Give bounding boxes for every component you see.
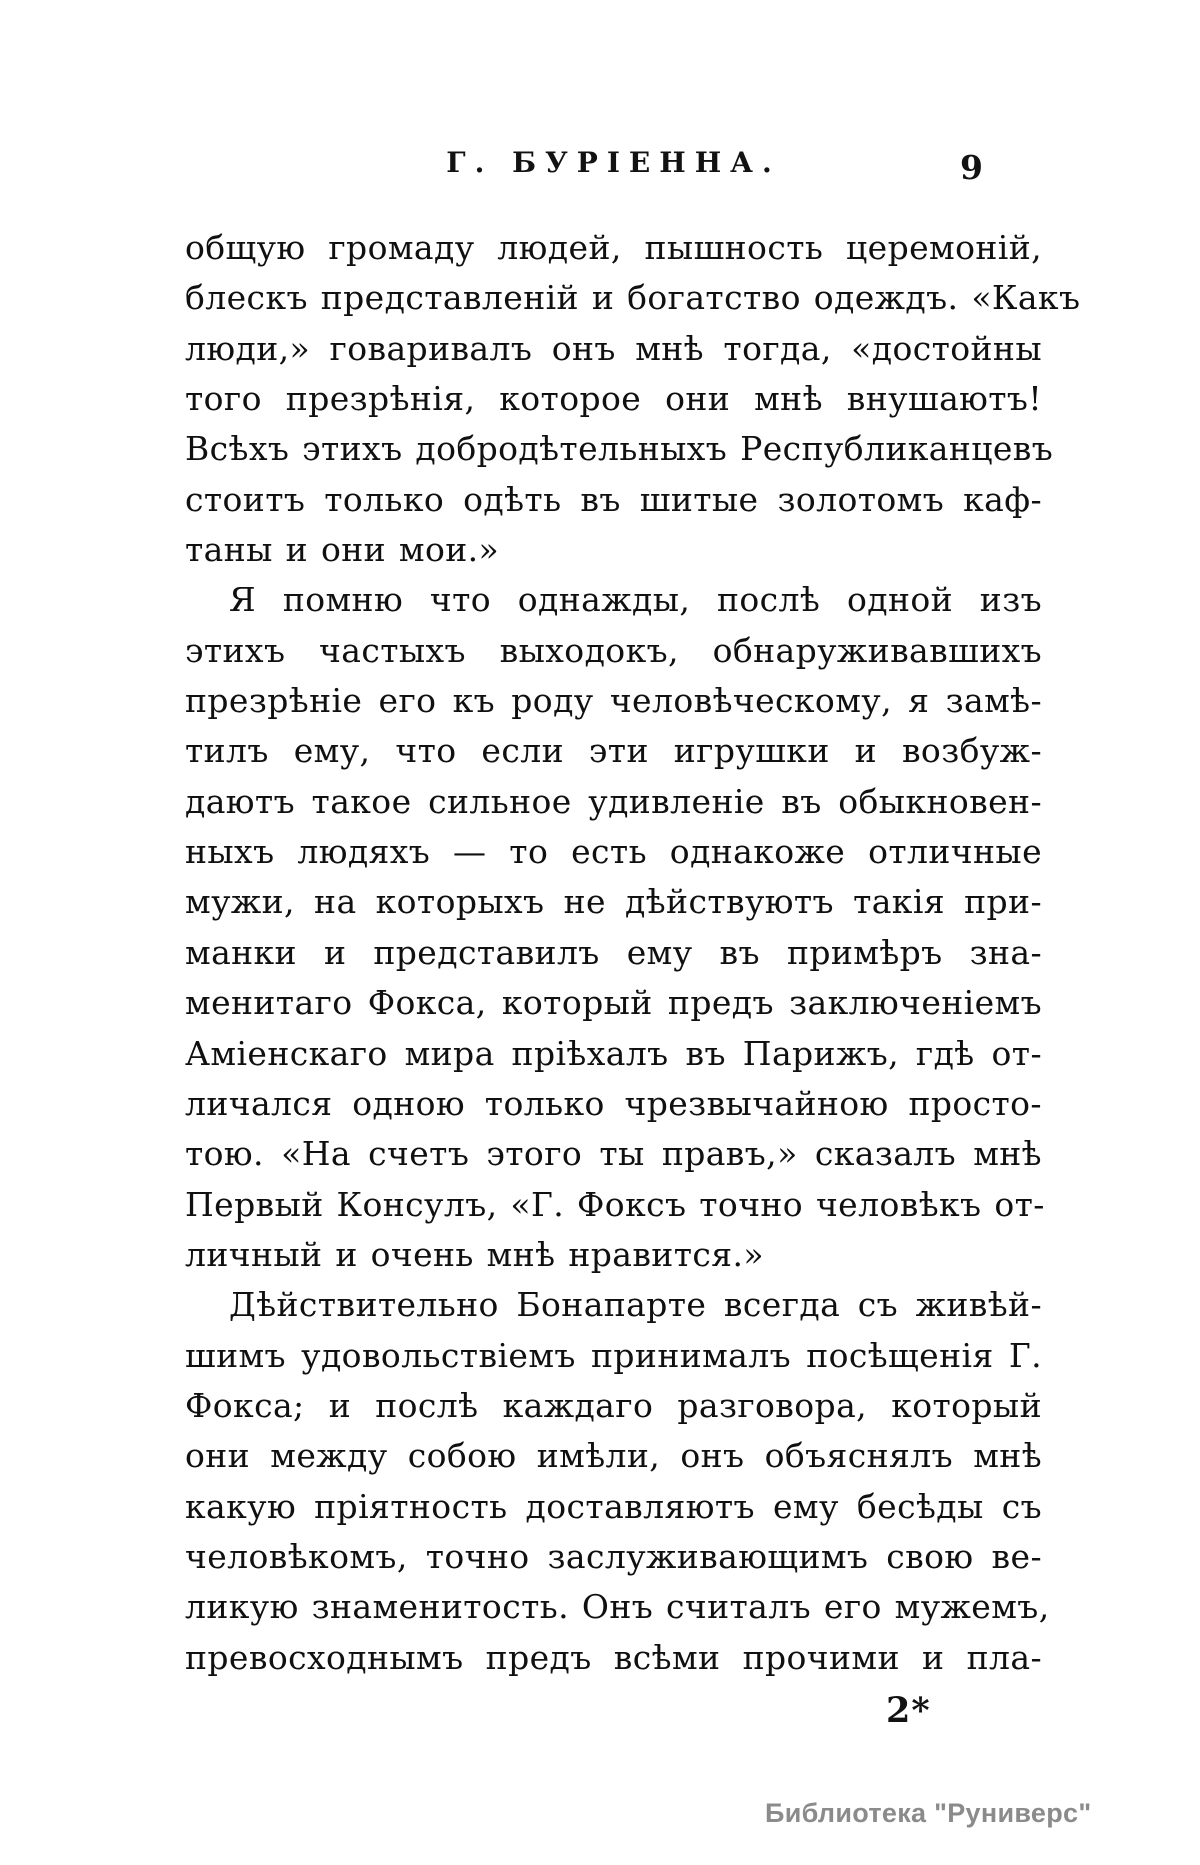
text-line: Дѣйствительно Бонапарте всегда съ живѣй- (229, 1285, 1042, 1325)
text-line: менитаго Фокса, который предъ заключеніемъ (185, 983, 1042, 1023)
text-line: они между собою имѣли, онъ объяснялъ мнѣ (185, 1436, 1042, 1476)
text-line: этихъ частыхъ выходокъ, обнаруживавшихъ (185, 630, 1042, 670)
text-line: ликую знаменитость. Онъ считалъ его мужемъ, (185, 1587, 1050, 1627)
page-number: 9 (960, 148, 983, 187)
page-body-text (185, 228, 1081, 1688)
running-header-title: Г. БУРІЕННА. (446, 146, 781, 179)
text-line: Я помню что однажды, послѣ одной изъ (229, 580, 1042, 620)
text-line: Всѣхъ этихъ добродѣтельныхъ Республиканцевъ (185, 429, 1054, 469)
text-line: какую пріятность доставляютъ ему бесѣды съ (185, 1486, 1042, 1526)
printers-signature-mark: 2* (886, 1690, 931, 1731)
text-line: шимъ удовольствіемъ принималъ посѣщенія Г. (185, 1335, 1042, 1375)
text-line: ныхъ людяхъ — то есть однакоже отличные (185, 832, 1042, 872)
text-line: люди,» говаривалъ онъ мнѣ тогда, «достойны (185, 328, 1042, 368)
text-line: тилъ ему, что если эти игрушки и возбуж- (185, 731, 1042, 771)
text-line: презрѣніе его къ роду человѣческому, я замѣ- (185, 681, 1042, 721)
text-line: Аміенскаго мира пріѣхалъ въ Парижъ, гдѣ от- (185, 1033, 1042, 1073)
text-line: таны и они мои.» (185, 530, 500, 570)
text-line: Фокса; и послѣ каждаго разговора, который (185, 1385, 1042, 1425)
library-watermark: Библиотека "Руниверс" (765, 1798, 1092, 1828)
text-line: манки и представилъ ему въ примѣръ зна- (185, 932, 1042, 972)
text-line: даютъ такое сильное удивленіе въ обыкновен- (185, 781, 1042, 821)
text-line: личался одною только чрезвычайною просто- (185, 1083, 1042, 1123)
text-line: тою. «На счетъ этого ты правъ,» сказалъ мнѣ (185, 1134, 1042, 1174)
text-line: человѣкомъ, точно заслуживающимъ свою ве- (185, 1536, 1042, 1576)
text-line: общую громаду людей, пышность церемоній, (185, 228, 1042, 267)
text-line: Первый Консулъ, «Г. Фоксъ точно человѣкъ от- (185, 1184, 1045, 1224)
text-line: того презрѣнія, которое они мнѣ внушаютъ! (185, 379, 1042, 419)
text-line: блескъ представленій и богатство одеждъ. «Какъ (185, 278, 1081, 318)
text-line: личный и очень мнѣ нравится.» (185, 1234, 764, 1274)
text-line: превосходнымъ предъ всѣми прочими и пла- (185, 1637, 1042, 1677)
text-line: мужи, на которыхъ не дѣйствуютъ такія при- (185, 882, 1042, 922)
text-line: стоитъ только одѣть въ шитые золотомъ каф- (185, 479, 1042, 519)
